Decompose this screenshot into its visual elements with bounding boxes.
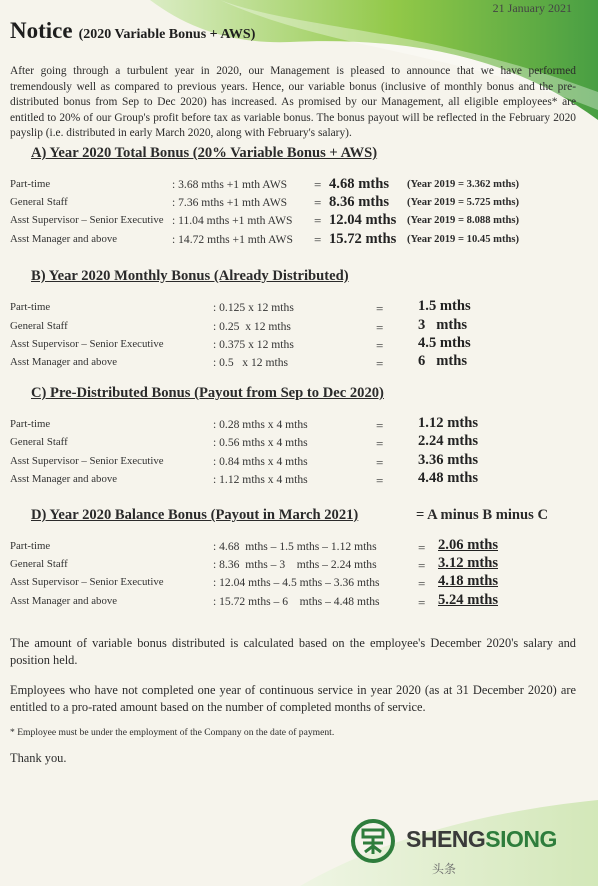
section-b-row xyxy=(0,317,598,338)
section-c-row xyxy=(0,452,598,473)
section-c-row xyxy=(0,470,598,491)
row-calc: : 14.72 mths +1 mth AWS xyxy=(172,233,293,246)
row-equals: = xyxy=(418,540,426,555)
row-equals: = xyxy=(376,418,384,433)
row-result: 3.36 mths xyxy=(418,452,478,468)
section-c-heading-text: C) Pre-Distributed Bonus (Payout from Sep to Dec 2020) xyxy=(31,385,384,401)
closing-text: Thank you. xyxy=(10,751,67,765)
section-d-row xyxy=(0,573,598,594)
row-label: Asst Manager and above xyxy=(10,473,118,485)
footnote: * Employee must be under the employment of the Company on the date of payment. xyxy=(10,727,335,738)
row-calc: : 0.25 x 12 mths xyxy=(213,320,291,333)
page-title: Notice xyxy=(10,18,73,43)
row-result: 8.36 mths xyxy=(329,194,389,210)
row-comparison: (Year 2019 = 10.45 mths) xyxy=(407,234,520,245)
row-result: 6 mths xyxy=(418,353,468,369)
row-result: 4.68 mths xyxy=(329,176,389,192)
shengsiong-logo-icon xyxy=(350,818,396,864)
section-a-heading xyxy=(31,145,377,162)
logo-text-siong: SIONG xyxy=(485,826,557,852)
row-calc: : 0.84 mths x 4 mths xyxy=(213,455,308,468)
section-a-heading-text: A) Year 2020 Total Bonus (20% Variable Bonus + AWS) xyxy=(31,145,378,161)
row-result: 4.18 mths xyxy=(438,573,498,589)
row-calc: : 7.36 mths +1 mth AWS xyxy=(172,196,288,209)
row-calc: : 0.56 mths x 4 mths xyxy=(213,436,308,449)
intro-paragraph: After going through a turbulent year in 2020, our Management is pleased to announce that we have performed tremendously well as compared to previous years. Hence, our variable bonus (inclusive of monthly bonus and the pre-distributed bonus from Sep to Dec 2020) has increased. As promised by our Management, all eligible employees* are entitled to 20% of our Group's profit before tax as variable bonus. The bonus payout will be reflected in the February 2020 payslip (i.e. distributed in early March 2020, along with February's salary). xyxy=(10,65,576,139)
section-d-heading-text: D) Year 2020 Balance Bonus (Payout in March 2021) xyxy=(31,507,359,523)
row-calc: : 0.125 x 12 mths xyxy=(213,301,294,314)
row-result: 2.06 mths xyxy=(438,537,498,553)
row-comparison: (Year 2019 = 3.362 mths) xyxy=(407,179,520,190)
logo-text-sheng: SHENG xyxy=(406,826,486,852)
section-b-row xyxy=(0,335,598,356)
section-a-row xyxy=(0,233,598,251)
section-a-row xyxy=(0,214,598,232)
row-label: Asst Supervisor – Senior Executive xyxy=(10,214,164,226)
notice-date: 21 January 2021 xyxy=(492,1,572,15)
row-calc: : 15.72 mths – 6 mths – 4.48 mths xyxy=(213,595,380,608)
row-equals: = xyxy=(376,356,384,371)
row-comparison: (Year 2019 = 5.725 mths) xyxy=(407,197,520,208)
row-result: 12.04 mths xyxy=(329,212,397,228)
company-logo xyxy=(350,816,598,868)
row-calc: : 12.04 mths – 4.5 mths – 3.36 mths xyxy=(213,576,380,589)
section-d-formula: = A minus B minus C xyxy=(416,507,549,523)
section-b-heading xyxy=(31,268,349,285)
row-label: Asst Manager and above xyxy=(10,356,118,368)
section-b-row xyxy=(0,298,598,319)
section-d-row xyxy=(0,592,598,613)
row-label: Part-time xyxy=(10,178,51,190)
row-equals: = xyxy=(376,473,384,488)
section-b-row xyxy=(0,353,598,374)
row-result: 15.72 mths xyxy=(329,231,397,247)
notice-title-block xyxy=(10,18,255,44)
row-calc: : 8.36 mths – 3 mths – 2.24 mths xyxy=(213,558,377,571)
section-c-heading xyxy=(31,385,384,402)
row-equals: = xyxy=(376,455,384,470)
row-label: Asst Manager and above xyxy=(10,233,118,245)
row-equals: = xyxy=(314,213,322,228)
row-result: 4.48 mths xyxy=(418,470,478,486)
row-label: Part-time xyxy=(10,540,51,552)
row-result: 5.24 mths xyxy=(438,592,498,608)
row-result: 4.5 mths xyxy=(418,335,471,351)
row-calc: : 4.68 mths – 1.5 mths – 1.12 mths xyxy=(213,540,377,553)
row-result: 1.5 mths xyxy=(418,298,471,314)
row-equals: = xyxy=(314,177,322,192)
row-calc: : 0.5 x 12 mths xyxy=(213,356,289,369)
section-d-heading xyxy=(31,507,549,524)
row-calc: : 11.04 mths +1 mth AWS xyxy=(172,214,293,227)
row-label: General Staff xyxy=(10,436,68,448)
row-calc: : 0.375 x 12 mths xyxy=(213,338,294,351)
row-equals: = xyxy=(376,320,384,335)
row-label: General Staff xyxy=(10,196,68,208)
row-result: 1.12 mths xyxy=(418,415,478,431)
prorated-paragraph: Employees who have not completed one year of continuous service in year 2020 (as at 31 December 2020) are entitled to a pro-rated amount based on the number of completed months of service. xyxy=(10,683,576,714)
row-equals: = xyxy=(376,436,384,451)
row-label: Asst Supervisor – Senior Executive xyxy=(10,455,164,467)
row-result: 3 mths xyxy=(418,317,468,333)
row-equals: = xyxy=(314,195,322,210)
row-label: Asst Supervisor – Senior Executive xyxy=(10,338,164,350)
row-equals: = xyxy=(418,576,426,591)
section-d-row xyxy=(0,555,598,576)
section-c-row xyxy=(0,415,598,436)
row-equals: = xyxy=(418,595,426,610)
row-label: Part-time xyxy=(10,301,51,313)
row-calc: : 1.12 mths x 4 mths xyxy=(213,473,308,486)
row-label: General Staff xyxy=(10,558,68,570)
row-comparison: (Year 2019 = 8.088 mths) xyxy=(407,215,520,226)
section-a-row xyxy=(0,178,598,196)
watermark: 头条 xyxy=(432,862,457,876)
row-equals: = xyxy=(376,338,384,353)
section-c-row xyxy=(0,433,598,454)
row-calc: : 0.28 mths x 4 mths xyxy=(213,418,308,431)
row-equals: = xyxy=(418,558,426,573)
row-label: General Staff xyxy=(10,320,68,332)
row-equals: = xyxy=(314,232,322,247)
row-equals: = xyxy=(376,301,384,316)
row-label: Asst Supervisor – Senior Executive xyxy=(10,576,164,588)
row-result: 2.24 mths xyxy=(418,433,478,449)
page-subtitle: (2020 Variable Bonus + AWS) xyxy=(78,27,256,42)
section-a-row xyxy=(0,196,598,214)
section-b-heading-text: B) Year 2020 Monthly Bonus (Already Distributed) xyxy=(31,268,349,284)
logo-wordmark xyxy=(406,826,557,853)
row-result: 3.12 mths xyxy=(438,555,498,571)
row-label: Asst Manager and above xyxy=(10,595,118,607)
row-calc: : 3.68 mths +1 mth AWS xyxy=(172,178,288,191)
row-label: Part-time xyxy=(10,418,51,430)
section-d-row xyxy=(0,537,598,558)
salary-basis-paragraph: The amount of variable bonus distributed is calculated based on the employee's December 2020's salary and position held. xyxy=(10,636,576,667)
